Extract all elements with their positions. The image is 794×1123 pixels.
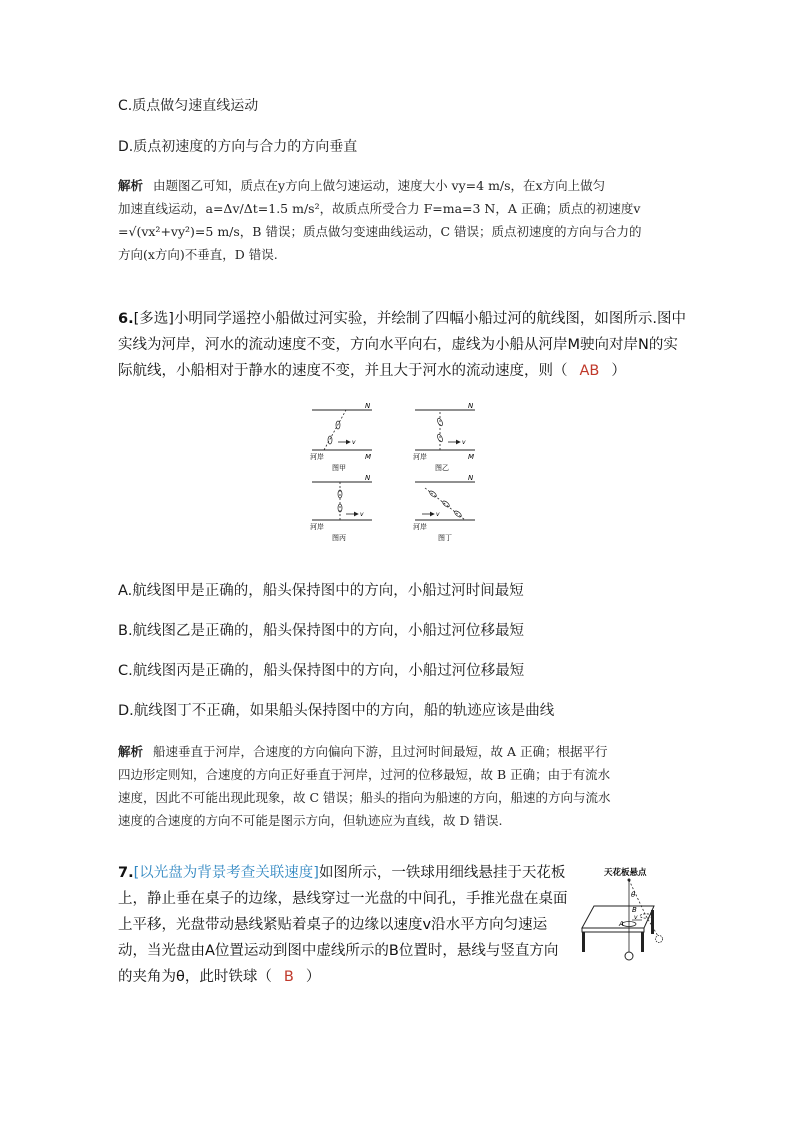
svg-text:天花板悬点: 天花板悬点 [604, 868, 647, 878]
svg-text:v: v [462, 439, 466, 446]
option-c-prev: C.质点做匀速直线运动 [118, 98, 259, 114]
option-b-q6[interactable]: B.航线图乙是正确的，船头保持图中的方向，小船过河位移最短 [118, 623, 525, 639]
svg-text:M: M [365, 453, 372, 461]
diagram-jia [310, 402, 372, 472]
svg-text:v: v [436, 511, 440, 518]
svg-text:v: v [360, 511, 364, 518]
analysis-q5: 解析 由题图乙可知，质点在y方向上做匀速运动，速度大小 vy=4 m/s，在x方向上做匀 加速直线运动，a=Δv/Δt=1.5 m/s²，故质点所受合力 F=ma=3 N，A 正确；质点的初速度v =√(vx²+vy²)=5 m/s，B 错误；质点做匀变速曲线运动，C 错误；质点初速度的方向与合力的 方向(x方向)不垂直，D 错误. [118, 178, 642, 262]
analysis-q6: 解析 船速垂直于河岸，合速度的方向偏向下游，且过河时间最短，故 A 正确；根据平行 四边形定则知，合速度的方向正好垂直于河岸，过河的位移最短，故 B 正确；由于有流水 速度，因此不可能出现此现象，故 C 错误；船头的指向为船速的方向，船速的方向与流水 速度的合速度的方向不可能是图示方向，但轨迹应为直线，故 D 错误. [118, 744, 611, 828]
question-7: 7.[以光盘为背景考查关联速度]如图所示，一铁球用细线悬挂于天花板 上，静止垂在桌子的边缘，悬线穿过一光盘的中间孔，手推光盘在桌面 上平移，光盘带动悬线紧贴着桌子的边缘以速度v沿水平方向匀速运 动，当光盘由A位置运动到图中虚线所示的B位置时，悬线与竖直方向 的夹角为θ，此时铁球（ B ） [118, 865, 568, 985]
svg-text:N: N [365, 474, 371, 482]
topic-tag-q7: [以光盘为背景考查关联速度] [133, 865, 319, 881]
option-c-q6[interactable]: C.航线图丙是正确的，船头保持图中的方向，小船过河位移最短 [118, 663, 525, 679]
river-crossing-figure [300, 400, 500, 545]
question-6: 6.[多选]小明同学遥控小船做过河实验，并绘制了四幅小船过河的航线图，如图所示.图中 实线为河岸，河水的流动速度不变，方向水平向右，虚线为小船从河岸M驶向对岸N的实 际航线，小船相对于静水的速度不变，并且大于河水的流动速度，则（ AB ） [118, 311, 687, 379]
diagram-yi [413, 402, 475, 472]
option-d-q6[interactable]: D.航线图丁不正确，如果船头保持图中的方向，船的轨迹应该是曲线 [118, 703, 555, 719]
svg-text:河岸: 河岸 [413, 453, 427, 461]
svg-text:A: A [619, 920, 624, 928]
svg-text:θ: θ [631, 891, 636, 899]
svg-text:N: N [468, 474, 474, 482]
svg-text:图乙: 图乙 [435, 464, 449, 472]
analysis-label: 解析 [118, 744, 144, 759]
answer-q7: B [283, 969, 294, 985]
option-a-q6[interactable]: A.航线图甲是正确的，船头保持图中的方向，小船过河时间最短 [118, 583, 524, 599]
svg-text:河岸: 河岸 [413, 523, 427, 531]
diagram-ding [413, 474, 475, 542]
option-d-prev: D.质点初速度的方向与合力的方向垂直 [118, 139, 358, 155]
svg-text:N: N [468, 402, 474, 410]
svg-text:B: B [632, 906, 637, 914]
answer-q6: AB [579, 363, 600, 379]
svg-text:图丙: 图丙 [332, 534, 346, 542]
diagram-bing [310, 474, 372, 542]
svg-text:M: M [468, 453, 475, 461]
table-pendulum-figure [572, 864, 672, 974]
svg-text:河岸: 河岸 [310, 453, 324, 461]
svg-text:图甲: 图甲 [332, 464, 346, 472]
svg-text:图丁: 图丁 [438, 534, 452, 542]
svg-text:河岸: 河岸 [310, 523, 324, 531]
svg-text:N: N [365, 402, 371, 410]
svg-text:v: v [634, 914, 638, 921]
svg-text:v: v [352, 439, 356, 446]
analysis-label: 解析 [118, 178, 144, 193]
